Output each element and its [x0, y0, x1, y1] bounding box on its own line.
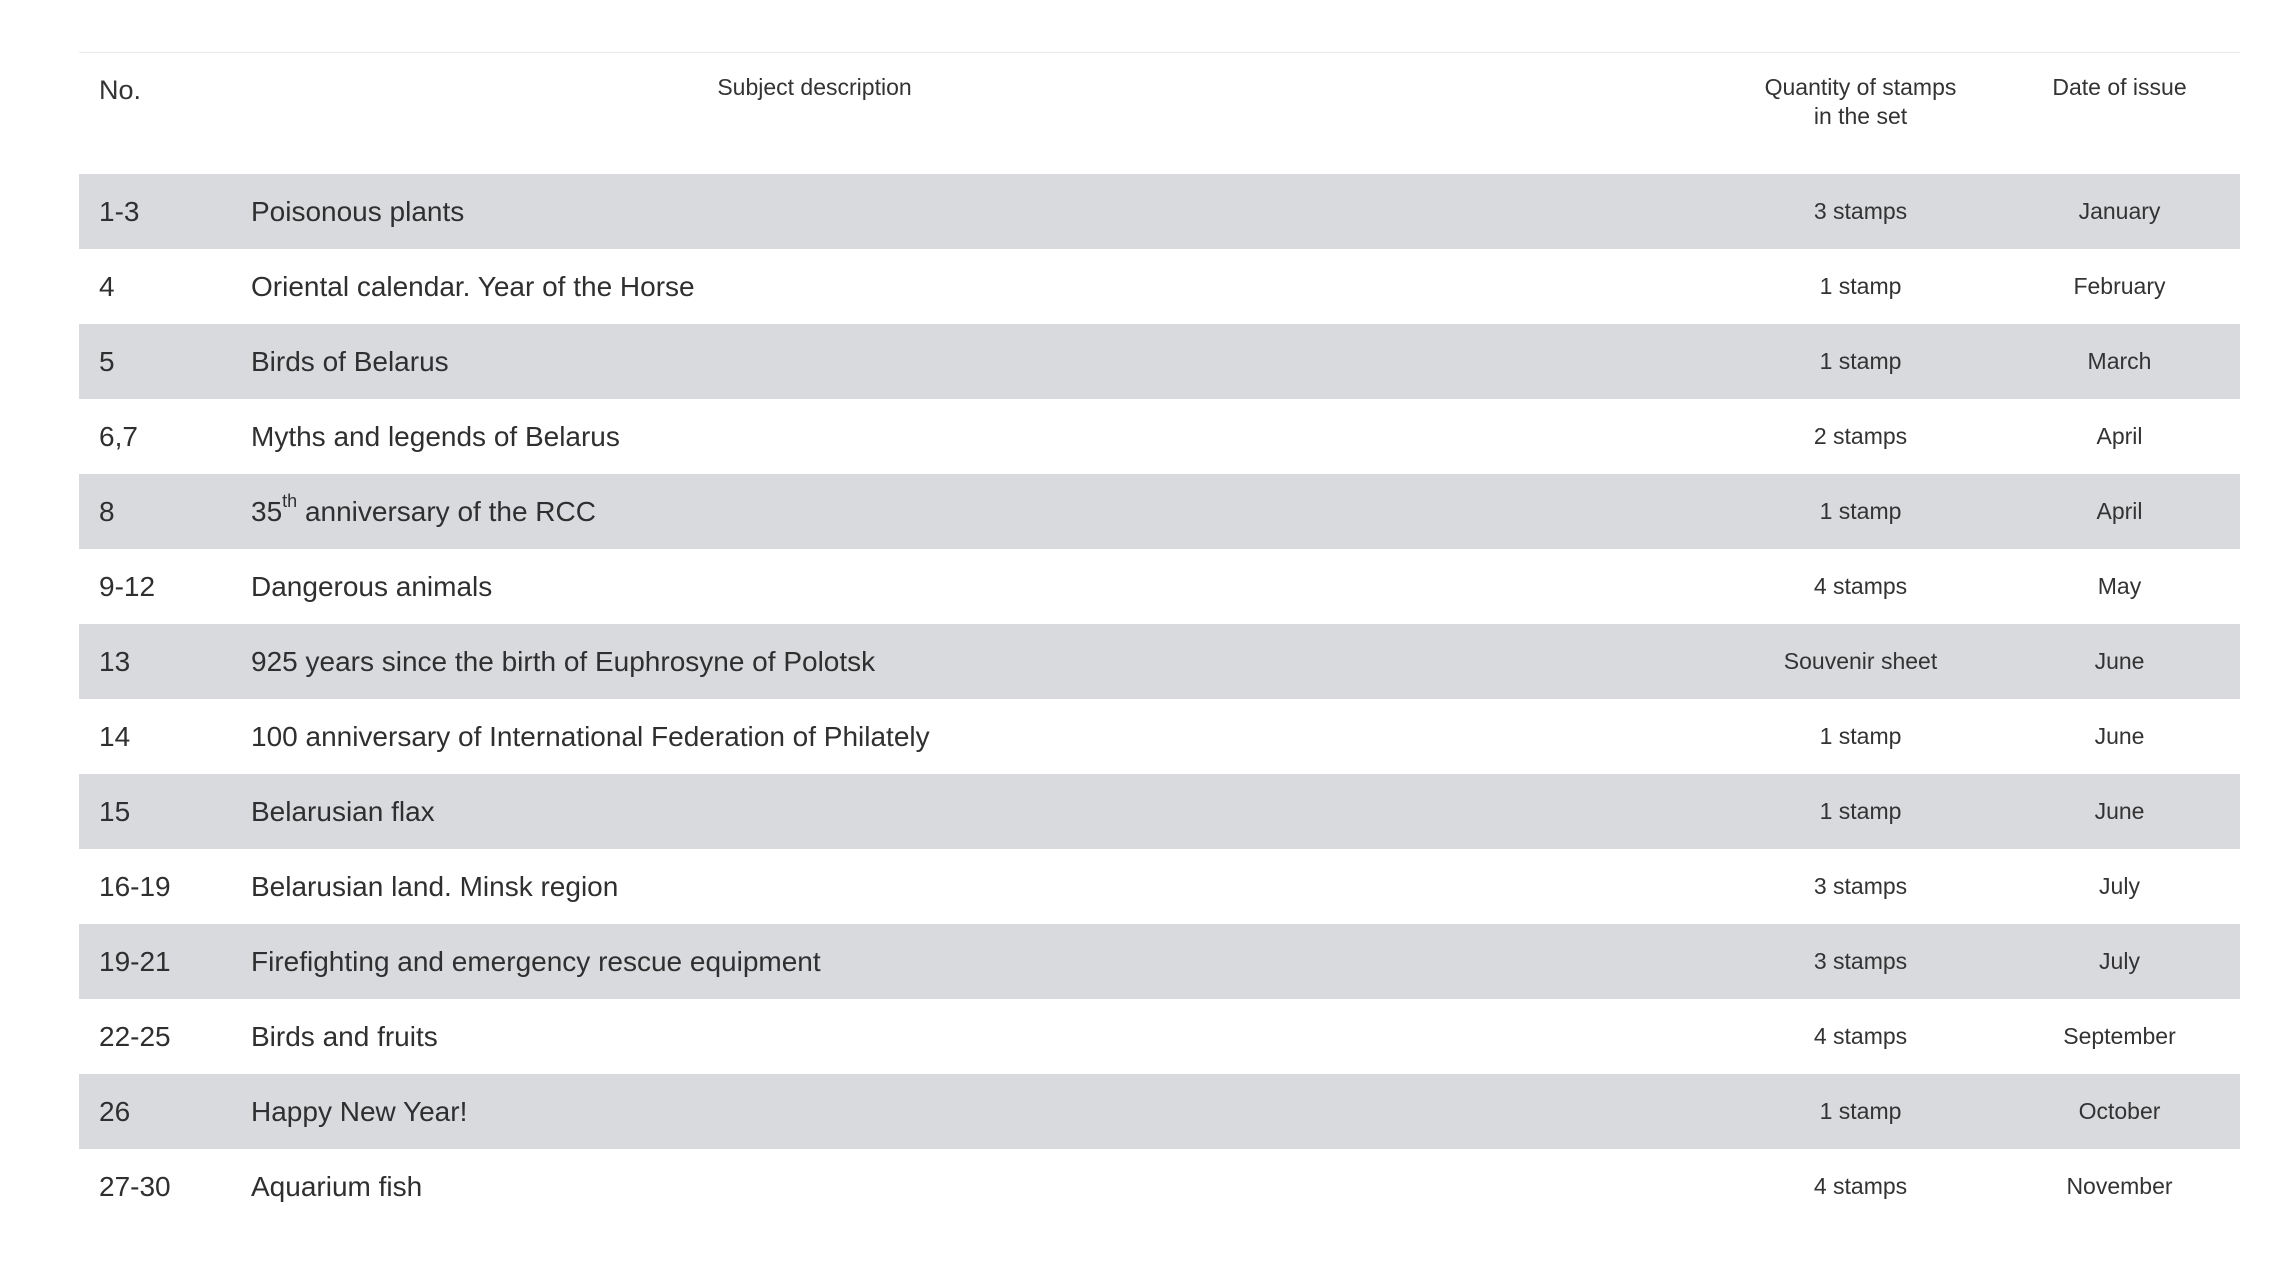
cell-number: 4 [79, 249, 251, 324]
cell-quantity: 4 stamps [1722, 999, 1999, 1074]
cell-quantity: 3 stamps [1722, 849, 1999, 924]
subject-ordinal-number: 35 [251, 495, 283, 527]
cell-subject [251, 474, 1722, 549]
header-number: No. [99, 75, 142, 105]
cell-number: 22-25 [79, 999, 251, 1074]
cell-number: 8 [79, 474, 251, 549]
header-subject-label: Subject description [717, 74, 912, 100]
cell-subject: Oriental calendar. Year of the Horse [251, 249, 1722, 324]
cell-quantity: Souvenir sheet [1722, 624, 1999, 699]
table-row [79, 699, 2240, 774]
cell-number: 27-30 [79, 1149, 251, 1224]
cell-subject: Belarusian flax [251, 774, 1722, 849]
subject-ordinal-suffix: th [282, 491, 298, 512]
header-row [79, 53, 2240, 175]
table-header [79, 53, 2240, 175]
cell-quantity: 1 stamp [1722, 324, 1999, 399]
cell-number: 19-21 [79, 924, 251, 999]
table-row [79, 174, 2240, 249]
cell-quantity: 2 stamps [1722, 399, 1999, 474]
cell-number: 14 [79, 699, 251, 774]
table-row [79, 549, 2240, 624]
cell-subject: Poisonous plants [251, 174, 1722, 249]
header-quantity-line1: Quantity of stamps [1764, 74, 1957, 100]
cell-quantity: 1 stamp [1722, 699, 1999, 774]
table-body [79, 174, 2240, 1224]
cell-date: March [1999, 324, 2240, 399]
header-quantity-line2: in the set [1813, 103, 1908, 129]
cell-quantity: 1 stamp [1722, 249, 1999, 324]
cell-number: 26 [79, 1074, 251, 1149]
header-subject-description [251, 53, 1722, 175]
cell-quantity: 4 stamps [1722, 1149, 1999, 1224]
cell-subject: Dangerous animals [251, 549, 1722, 624]
table-row [79, 924, 2240, 999]
cell-date: July [1999, 924, 2240, 999]
cell-subject: Happy New Year! [251, 1074, 1722, 1149]
cell-date: June [1999, 699, 2240, 774]
cell-date: November [1999, 1149, 2240, 1224]
cell-number: 6,7 [79, 399, 251, 474]
cell-number: 13 [79, 624, 251, 699]
cell-date: July [1999, 849, 2240, 924]
stamp-issue-table [79, 52, 2240, 1224]
table-row [79, 774, 2240, 849]
table-row [79, 624, 2240, 699]
table-row [79, 249, 2240, 324]
table-row [79, 999, 2240, 1074]
cell-number: 5 [79, 324, 251, 399]
table-row [79, 474, 2240, 549]
header-date-of-issue: Date of issue [2052, 74, 2187, 100]
cell-number: 16-19 [79, 849, 251, 924]
cell-number: 9-12 [79, 549, 251, 624]
table-row [79, 1149, 2240, 1224]
cell-subject: Birds and fruits [251, 999, 1722, 1074]
cell-number: 1-3 [79, 174, 251, 249]
cell-quantity: 3 stamps [1722, 174, 1999, 249]
table-row [79, 1074, 2240, 1149]
cell-subject: 100 anniversary of International Federation of Philately [251, 699, 1722, 774]
table-row [79, 324, 2240, 399]
cell-subject: Birds of Belarus [251, 324, 1722, 399]
cell-subject: Belarusian land. Minsk region [251, 849, 1722, 924]
table-row [79, 849, 2240, 924]
cell-date: October [1999, 1074, 2240, 1149]
cell-date: April [1999, 474, 2240, 549]
cell-subject: Firefighting and emergency rescue equipment [251, 924, 1722, 999]
header-quantity [1722, 53, 1999, 175]
cell-quantity: 1 stamp [1722, 474, 1999, 549]
cell-subject: 925 years since the birth of Euphrosyne of Polotsk [251, 624, 1722, 699]
cell-quantity: 1 stamp [1722, 774, 1999, 849]
cell-date: June [1999, 774, 2240, 849]
cell-quantity: 1 stamp [1722, 1074, 1999, 1149]
cell-quantity: 4 stamps [1722, 549, 1999, 624]
subject-text: anniversary of the RCC [297, 495, 596, 527]
cell-quantity: 3 stamps [1722, 924, 1999, 999]
cell-subject: Myths and legends of Belarus [251, 399, 1722, 474]
cell-date: June [1999, 624, 2240, 699]
cell-subject: Aquarium fish [251, 1149, 1722, 1224]
cell-date: September [1999, 999, 2240, 1074]
cell-date: May [1999, 549, 2240, 624]
cell-number: 15 [79, 774, 251, 849]
cell-date: April [1999, 399, 2240, 474]
cell-date: February [1999, 249, 2240, 324]
table-row [79, 399, 2240, 474]
cell-date: January [1999, 174, 2240, 249]
